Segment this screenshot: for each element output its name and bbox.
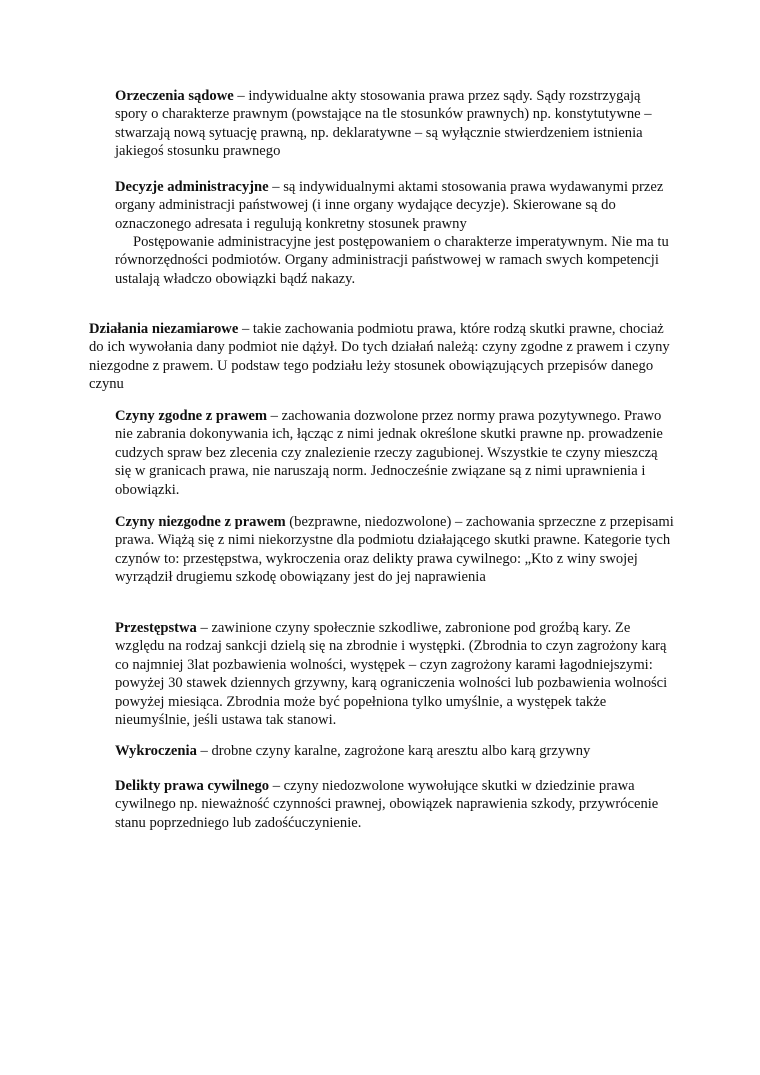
paragraph-postepowanie-administracyjne — [115, 233, 675, 288]
term-dzialania-niezamiarowe: Działania niezamiarowe — [89, 321, 239, 337]
definition-delikty-prawa-cywilnego: – czyny niedozwolone wywołujące skutki w dziedzinie prawa cywilnego np. nieważność czynności prawnej, obowiązek naprawienia szkody, przywrócenie stanu poprzedniego lub zadośćuczynienie. — [115, 778, 659, 831]
term-czyny-zgodne-z-prawem: Czyny zgodne z prawem — [115, 408, 267, 424]
term-wykroczenia: Wykroczenia — [115, 743, 197, 759]
definition-decyzje-administracyjne: – są indywidualnymi aktami stosowania prawa wydawanymi przez organy administracji państwowej (i inne organy wydające decyzje). Skierowane są do oznaczonego adresata i regulują konkretny stosunek prawny — [115, 179, 664, 232]
text-postepowanie-administracyjne: Postępowanie administracyjne jest postępowaniem o charakterze imperatywnym. Nie ma tu równorzędności podmiotów. Organy administracji państwowej w ramach swych kompetencji ustalają władczo obowiązki bądź nakazy. — [115, 234, 669, 287]
paragraph-wykroczenia — [115, 742, 675, 760]
term-decyzje-administracyjne: Decyzje administracyjne — [115, 179, 269, 195]
paragraph-dzialania-niezamiarowe — [89, 320, 675, 394]
paragraph-przestepstwa — [115, 619, 675, 729]
paragraph-czyny-niezgodne-z-prawem — [115, 513, 675, 587]
paragraph-orzeczenia-sadowe — [115, 87, 675, 161]
definition-czyny-niezgodne-z-prawem: (bezprawne, niedozwolone) – zachowania sprzeczne z przepisami prawa. Wiążą się z nimi niekorzystne dla podmiotu działającego skutki prawne. Kategorie tych czynów to: przestępstwa, wykroczenia oraz delikty prawa cywilnego: „Kto z winy swojej wyrządził drugiemu szkodę obowiązany jest do jej naprawienia — [115, 514, 674, 586]
definition-przestepstwa: – zawinione czyny społecznie szkodliwe, zabronione pod groźbą kary. Ze względu na rodzaj sankcji dzielą się na zbrodnie i występki. (Zbrodnia to czyn zagrożony karą co najmniej 3lat pozbawienia wolności, występek – czyn zagrożony karami łagodniejszymi: powyżej 30 stawek dziennych grzywny, karą ograniczenia wolności lub pozbawienia wolności powyżej miesiąca. Zbrodnia może być popełniona tylko umyślnie, a występek także nieumyślnie, jeśli ustawa tak stanowi. — [115, 620, 668, 729]
term-przestepstwa: Przestępstwa — [115, 620, 197, 636]
definition-czyny-zgodne-z-prawem: – zachowania dozwolone przez normy prawa pozytywnego. Prawo nie zabrania dokonywania ich, łącząc z nimi jednak określone skutki prawne np. prowadzenie cudzych spraw bez zlecenia czy znalezienie rzeczy zagubionej. Wszystkie te czyny mieszczą się w granicach prawa, nie naruszają norm. Jednocześnie związane są z nimi uprawnienia i obowiązki. — [115, 408, 663, 498]
definition-dzialania-niezamiarowe: – takie zachowania podmiotu prawa, które rodzą skutki prawne, chociaż do ich wywołania dany podmiot nie dążył. Do tych działań należą: czyny zgodne z prawem i czyny niezgodne z prawem. U podstaw tego podziału leży stosunek obowiązujących przepisów danego czynu — [89, 321, 670, 393]
paragraph-czyny-zgodne-z-prawem — [115, 407, 675, 499]
paragraph-decyzje-administracyjne — [115, 178, 675, 233]
definition-orzeczenia-sadowe: – indywidualne akty stosowania prawa przez sądy. Sądy rozstrzygają spory o charakterze prawnym (powstające na tle stosunków prawnych) np. konstytutywne – stwarzają nową sytuację prawną, np. deklaratywne – są wyłącznie stwierdzeniem istnienia jakiegoś stosunku prawnego — [115, 88, 652, 160]
term-orzeczenia-sadowe: Orzeczenia sądowe — [115, 88, 234, 104]
definition-wykroczenia: – drobne czyny karalne, zagrożone karą aresztu albo karą grzywny — [196, 743, 591, 759]
term-delikty-prawa-cywilnego: Delikty prawa cywilnego — [115, 778, 270, 794]
paragraph-delikty-prawa-cywilnego — [115, 777, 675, 832]
term-czyny-niezgodne-z-prawem: Czyny niezgodne z prawem — [115, 514, 286, 530]
